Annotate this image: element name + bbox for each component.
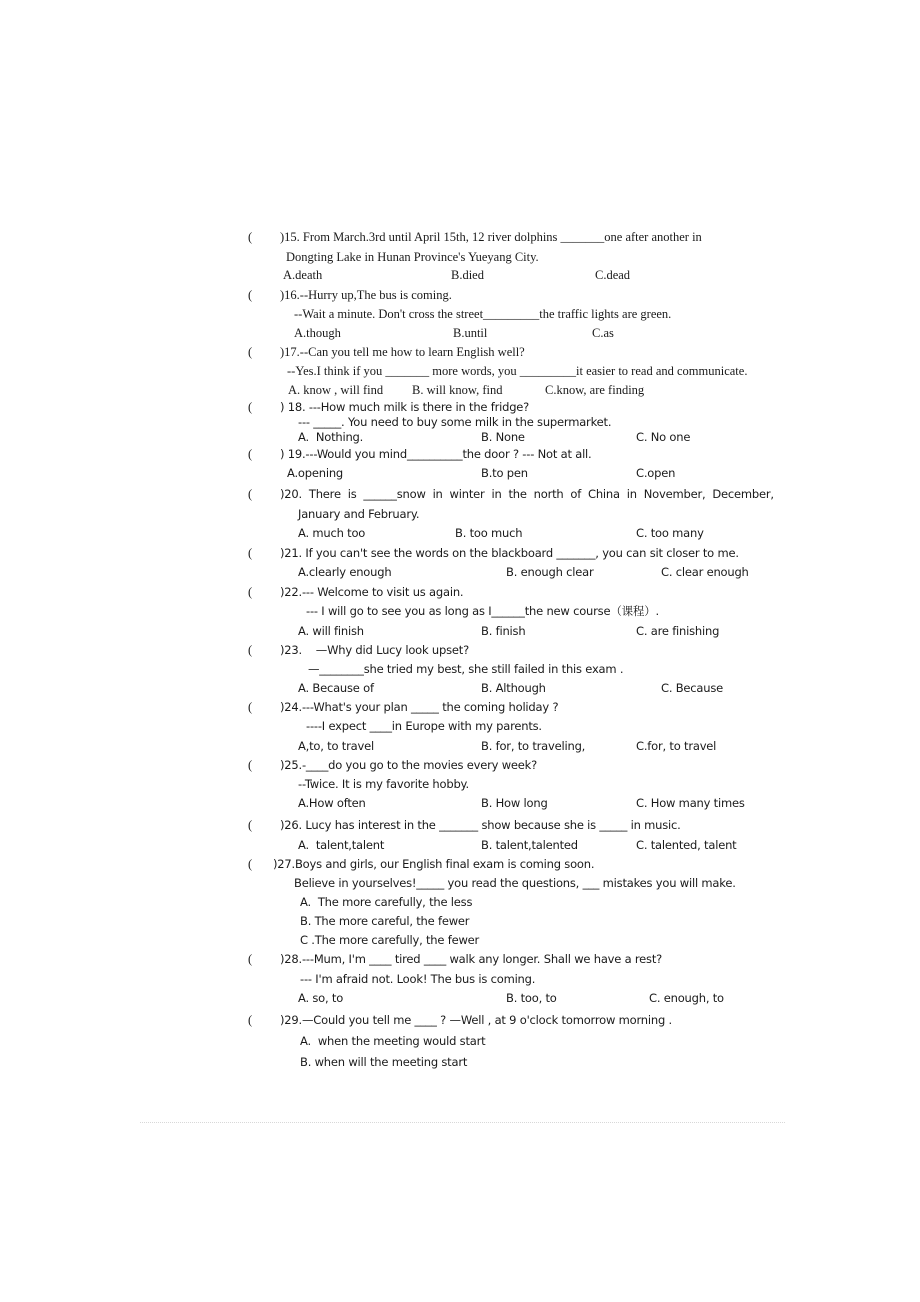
question-27-option-a: A. The more carefully, the less [300, 895, 473, 909]
answer-bracket: ( [248, 345, 253, 359]
question-27-stem-cont: Believe in yourselves!_____ you read the questions, ___ mistakes you will make. [294, 876, 736, 890]
question-22-stem-cont: --- I will go to see you as long as I______the new course（课程）. [306, 604, 659, 618]
question-26-option-c: C. talented, talent [636, 838, 737, 852]
question-20-stem: )20. There is ______snow in winter in the north of China in November, December, [280, 487, 774, 501]
answer-bracket: ( [248, 400, 253, 414]
question-16-option-a: A.though [294, 326, 341, 340]
answer-bracket: ( [248, 952, 253, 966]
question-26-option-a: A. talent,talent [298, 838, 385, 852]
question-25-stem-cont: --Twice. It is my favorite hobby. [298, 777, 469, 791]
question-18-stem-cont: --- _____. You need to buy some milk in the supermarket. [298, 415, 612, 429]
question-23-stem-cont: —________she tried my best, she still failed in this exam . [308, 662, 624, 676]
question-23-stem: )23. —Why did Lucy look upset? [280, 643, 469, 657]
answer-bracket: ( [248, 288, 253, 302]
question-15-option-c: C.dead [595, 268, 631, 282]
question-23-option-b: B. Although [481, 681, 546, 695]
question-18-option-c: C. No one [636, 430, 691, 444]
question-26-stem: )26. Lucy has interest in the _______ show because she is _____ in music. [280, 818, 681, 832]
question-19-option-b: B.to pen [481, 466, 528, 480]
question-21-option-a: A.clearly enough [298, 565, 392, 579]
question-28-stem-cont: --- I'm afraid not. Look! The bus is coming. [300, 972, 536, 986]
question-22-option-a: A. will finish [298, 624, 364, 638]
question-23-option-a: A. Because of [298, 681, 374, 695]
question-19-option-a: A.opening [287, 466, 344, 480]
answer-bracket: ( [248, 857, 253, 871]
question-25-option-c: C. How many times [636, 796, 745, 810]
question-20-option-b: B. too much [455, 526, 523, 540]
question-27-option-c: C .The more carefully, the fewer [300, 933, 480, 947]
question-24-option-a: A,to, to travel [298, 739, 374, 753]
question-23-option-c: C. Because [661, 681, 724, 695]
question-15-option-a: A.death [283, 268, 323, 282]
question-29-option-a: A. when the meeting would start [300, 1034, 486, 1048]
question-24-option-c: C.for, to travel [636, 739, 717, 753]
question-27-stem: )27.Boys and girls, our English final exam is coming soon. [273, 857, 595, 871]
question-25-stem: )25.-____do you go to the movies every week? [280, 758, 538, 772]
question-28-stem: )28.---Mum, I'm ____ tired ____ walk any longer. Shall we have a rest? [280, 952, 663, 966]
question-19-stem: ) 19.---Would you mind__________the door ? --- Not at all. [280, 447, 592, 461]
question-21-stem: )21. If you can't see the words on the blackboard _______, you can sit closer to me. [280, 546, 739, 560]
question-18-stem: ) 18. ---How much milk is there in the fridge? [280, 400, 530, 414]
question-22-option-b: B. finish [481, 624, 526, 638]
question-20-option-c: C. too many [636, 526, 704, 540]
question-21-option-c: C. clear enough [661, 565, 749, 579]
question-16-stem-cont: --Wait a minute. Don't cross the street_________the traffic lights are green. [294, 307, 672, 321]
question-16-option-b: B.until [453, 326, 488, 340]
question-24-stem-cont: ----I expect ____in Europe with my parents. [306, 719, 542, 733]
question-29-option-b: B. when will the meeting start [300, 1055, 468, 1069]
question-18-option-a: A. Nothing. [298, 430, 364, 444]
question-22-option-c: C. are finishing [636, 624, 720, 638]
question-15-stem: )15. From March.3rd until April 15th, 12 river dolphins _______one after another in [280, 230, 702, 244]
answer-bracket: ( [248, 230, 253, 244]
question-25-option-b: B. How long [481, 796, 548, 810]
question-18-option-b: B. None [481, 430, 525, 444]
question-17-option-b: B. will know, find [412, 383, 503, 397]
page-footer-divider [140, 1122, 785, 1123]
answer-bracket: ( [248, 758, 253, 772]
question-17-stem: )17.--Can you tell me how to learn English well? [280, 345, 525, 359]
question-28-option-a: A. so, to [298, 991, 344, 1005]
question-27-option-b: B. The more careful, the fewer [300, 914, 470, 928]
question-16-option-c: C.as [592, 326, 614, 340]
question-25-option-a: A.How often [298, 796, 366, 810]
question-17-stem-cont: --Yes.I think if you _______ more words, you _________it easier to read and communicate. [287, 364, 748, 378]
question-17-option-a: A. know , will find [288, 383, 384, 397]
question-24-stem: )24.---What's your plan _____ the coming holiday ? [280, 700, 559, 714]
answer-bracket: ( [248, 1013, 253, 1027]
question-26-option-b: B. talent,talented [481, 838, 578, 852]
question-28-option-b: B. too, to [506, 991, 557, 1005]
question-20-stem-cont: January and February. [298, 507, 420, 521]
answer-bracket: ( [248, 447, 253, 461]
question-19-option-c: C.open [636, 466, 676, 480]
question-15-option-b: B.died [451, 268, 484, 282]
question-29-stem: )29.—Could you tell me ____ ? —Well , at 9 o'clock tomorrow morning . [280, 1013, 672, 1027]
question-16-stem: )16.--Hurry up,The bus is coming. [280, 288, 452, 302]
question-21-option-b: B. enough clear [506, 565, 594, 579]
answer-bracket: ( [248, 487, 253, 501]
answer-bracket: ( [248, 700, 253, 714]
question-17-option-c: C.know, are finding [545, 383, 645, 397]
question-20-option-a: A. much too [298, 526, 366, 540]
answer-bracket: ( [248, 546, 253, 560]
question-15-stem-cont: Dongting Lake in Hunan Province's Yueyang City. [286, 250, 539, 264]
question-22-stem: )22.--- Welcome to visit us again. [280, 585, 464, 599]
answer-bracket: ( [248, 643, 253, 657]
question-24-option-b: B. for, to traveling, [481, 739, 586, 753]
answer-bracket: ( [248, 818, 253, 832]
question-28-option-c: C. enough, to [649, 991, 724, 1005]
answer-bracket: ( [248, 585, 253, 599]
